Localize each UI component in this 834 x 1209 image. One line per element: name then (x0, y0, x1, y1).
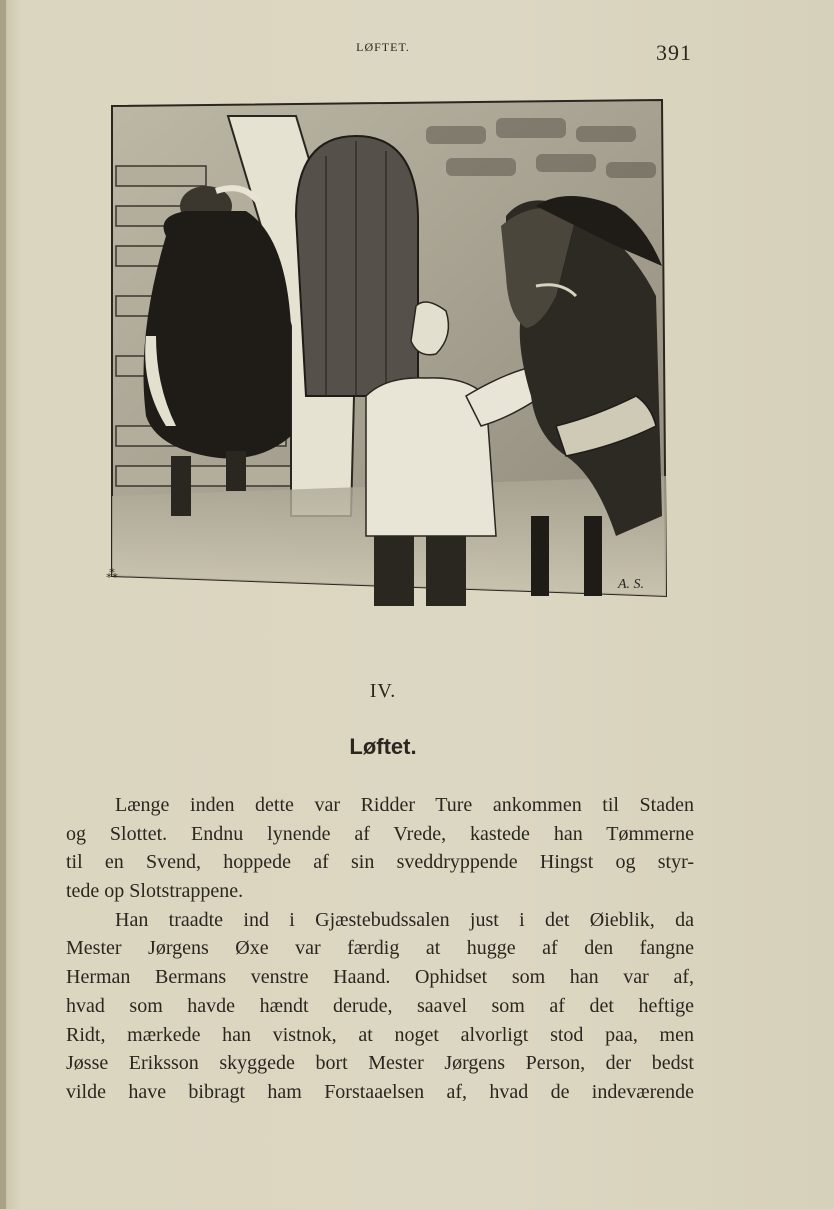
artist-signature: A. S. (618, 577, 645, 592)
text-line: Mester Jørgens Øxe var færdig at hugge af den fangne (66, 937, 694, 960)
page-spine-edge (0, 0, 6, 1209)
text-line: Herman Bermans venstre Haand. Ophidset som han var af, (66, 966, 694, 989)
text-line: og Slottet. Endnu lynende af Vrede, kastede han Tømmerne (66, 822, 694, 845)
text-line: tede op Slotstrappene. (66, 880, 244, 903)
arched-door (296, 136, 418, 396)
body-text (66, 791, 694, 1107)
text-line: Jøsse Eriksson skyggede bort Mester Jørgens Person, der bedst (66, 1052, 694, 1075)
text-line: vilde have bibragt ham Forstaaelsen af, hvad de indeværende (66, 1080, 694, 1103)
chapter-title: Løftet. (349, 734, 417, 759)
chapter-number: IV. (369, 680, 397, 702)
text-line: Ridt, mærkede han vistnok, at noget alvorligt stod paa, men (66, 1023, 694, 1046)
text-line: Længe inden dette var Ridder Ture ankommen til Staden (115, 794, 694, 816)
illustration-knight-and-horse (96, 96, 668, 612)
small-mark: ⁂ (106, 567, 118, 581)
text-line: til en Svend, hoppede af sin sveddryppende Hingst og styr- (66, 851, 694, 874)
text-line: Han traadte ind i Gjæstebudssalen just i det Øieblik, da (115, 908, 694, 931)
page-number: 391 (656, 40, 692, 65)
text-line: hvad som havde hændt derude, saavel som af det heftige (66, 994, 694, 1017)
running-head: LØFTET. (356, 40, 410, 54)
